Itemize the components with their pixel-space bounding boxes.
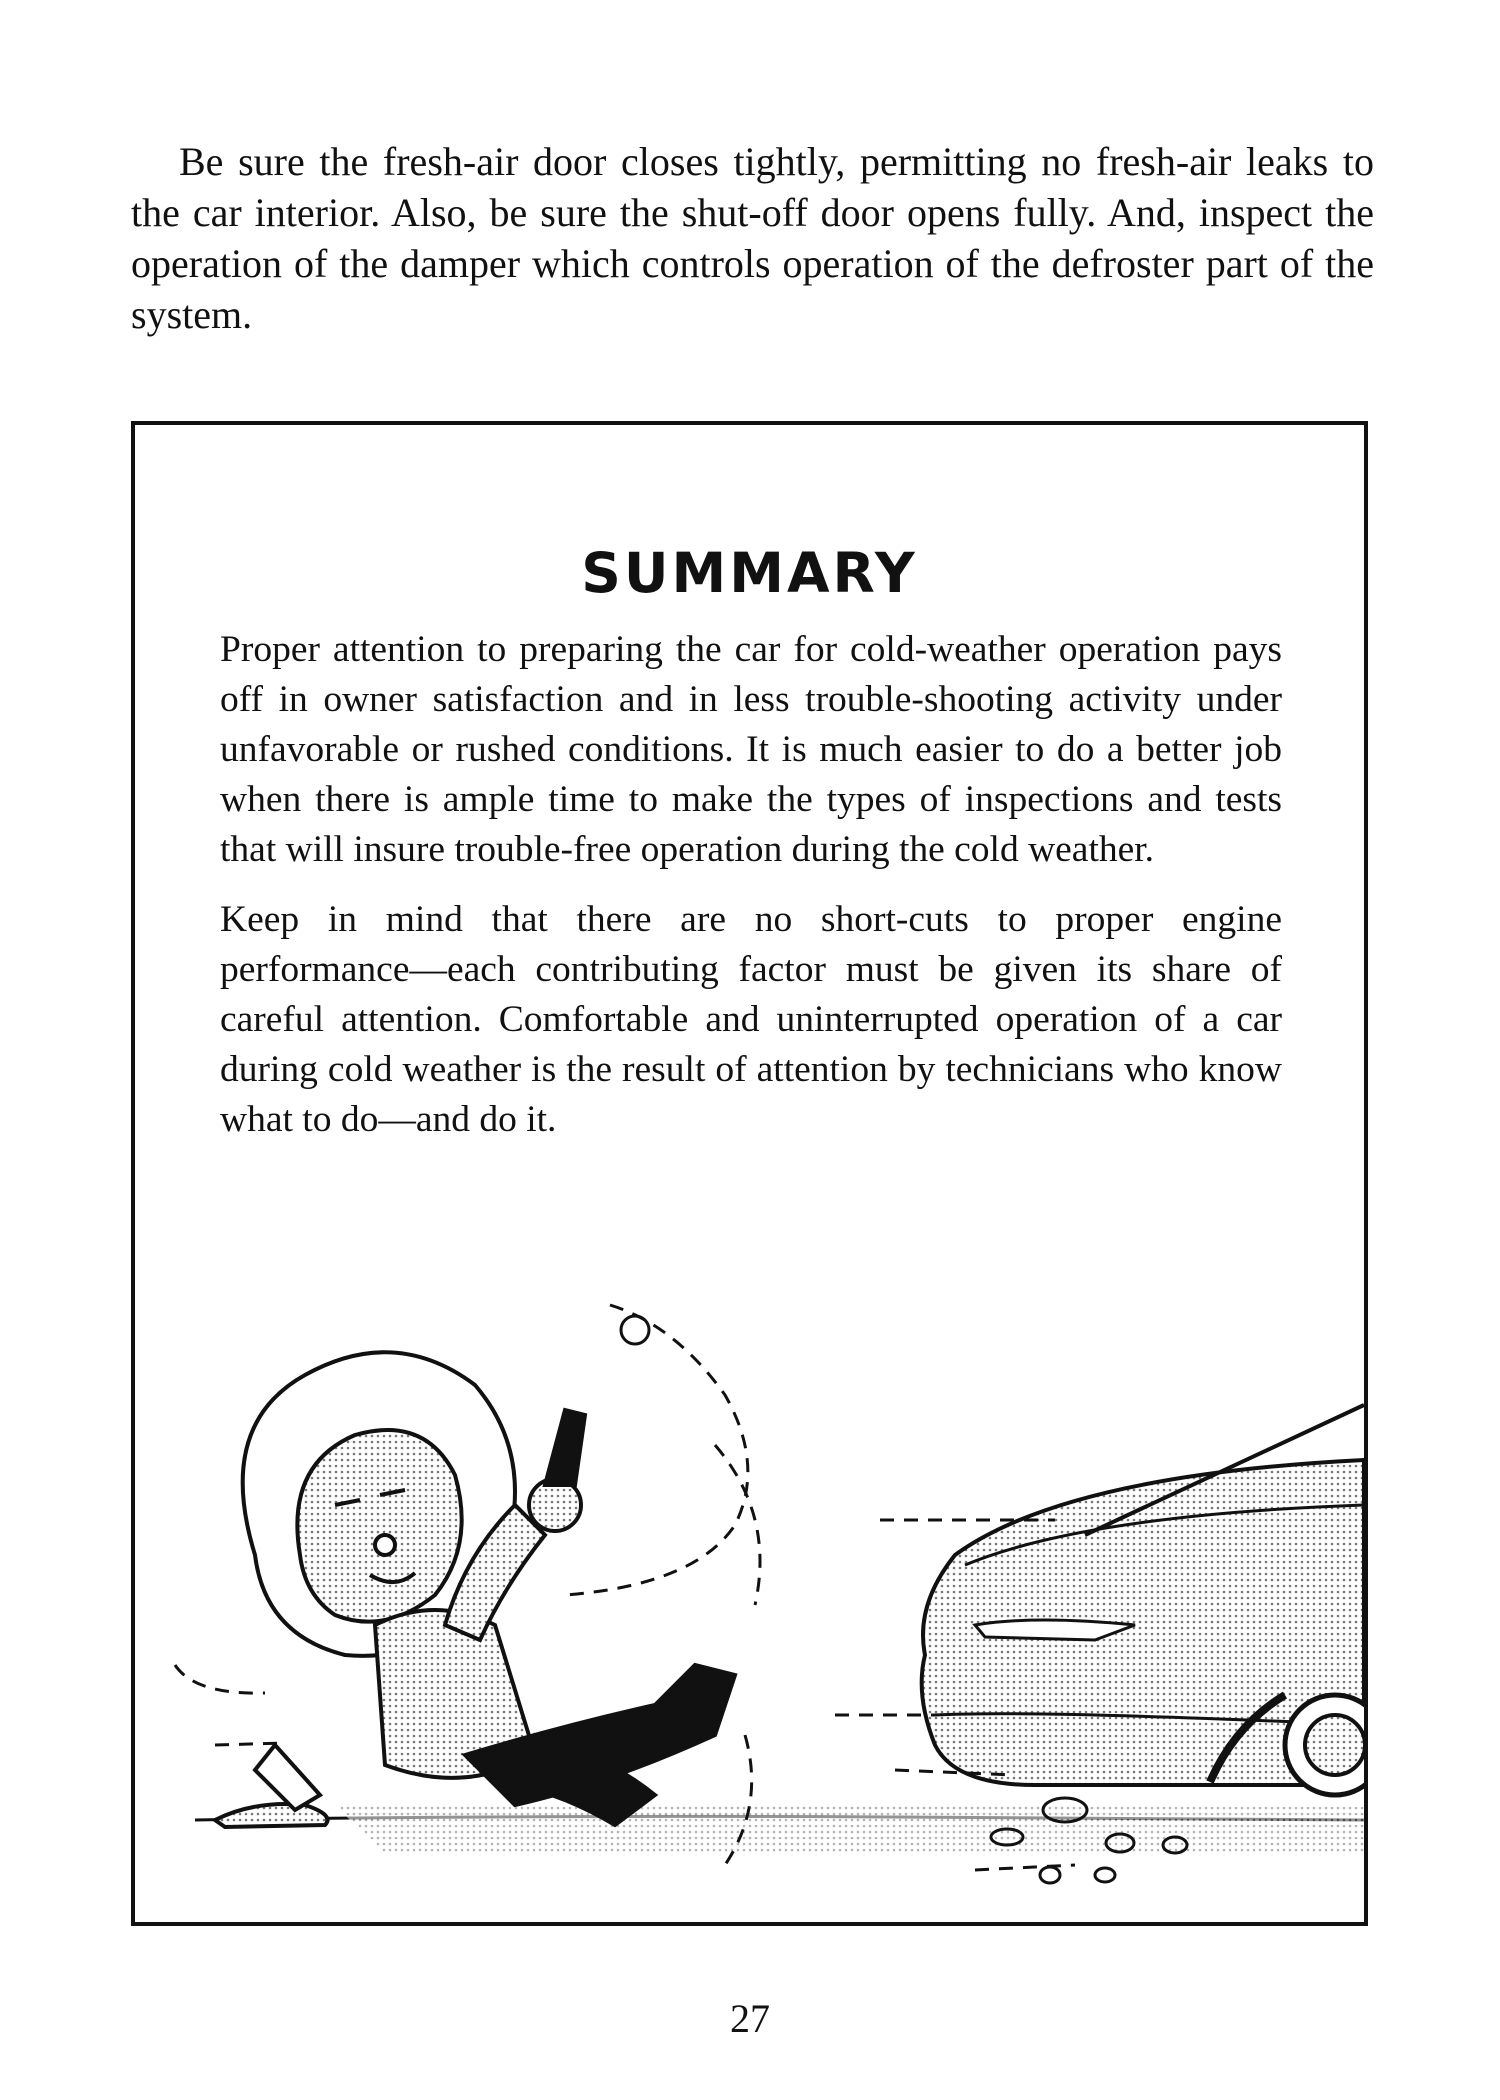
summary-title: SUMMARY — [581, 541, 918, 605]
intro-paragraph: Be sure the fresh-air door closes tightly, permitting no fresh-air leaks to the car interior. Also, be sure the shut-off door opens fully. And, inspect the operation of the damper which controls operation of the defroster part of the system. — [131, 139, 1374, 337]
ground-icon — [195, 1805, 1364, 1855]
page-number: 27 — [730, 1996, 770, 2041]
summary-paragraph-1: Proper attention to preparing the car for cold-weather operation pays off in owner satisfaction and in less trouble-shooting activity under unfavorable or rushed conditions. It is much easier to do a better job when there is ample time to make the types of inspections and tests that will insure trouble-free operation during the cold weather. — [220, 629, 1282, 870]
summary-box — [131, 421, 1368, 1926]
cartoon-illustration-icon — [135, 425, 1364, 1922]
starter-figure-icon — [215, 1352, 735, 1827]
car-icon — [922, 1405, 1364, 1795]
summary-paragraph-2: Keep in mind that there are no short-cuts to proper engine performance—each contributing factor must be given its share of careful attention. Comfortable and uninterrupted operation of a car during cold weather is the result of attention by technicians who know what to do—and do it. — [220, 899, 1282, 1140]
